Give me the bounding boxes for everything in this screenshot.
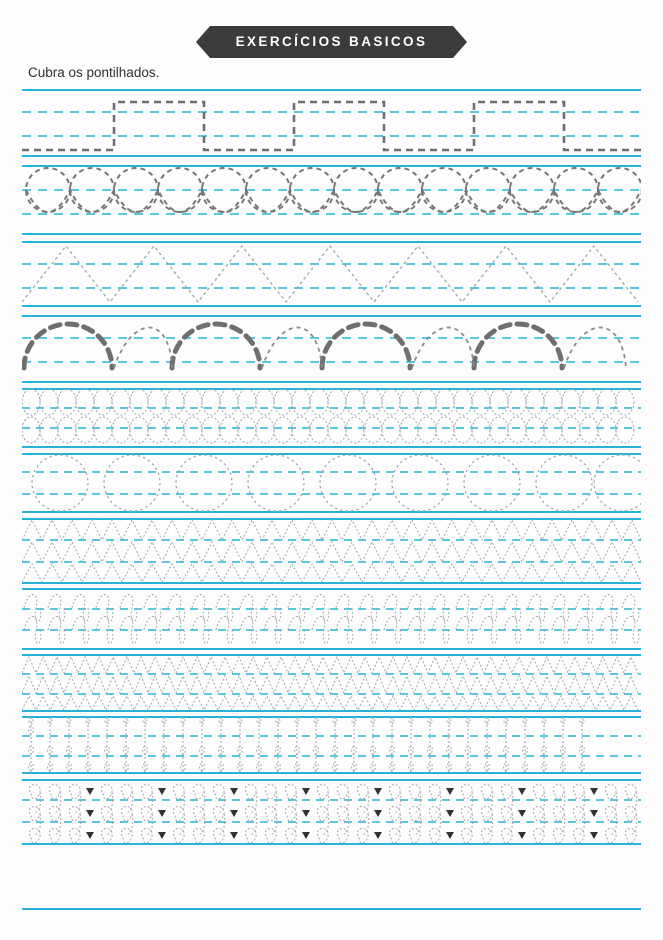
- page-title: EXERCÍCIOS BASICOS: [210, 26, 454, 58]
- exercise-row-overlapping-circles: [22, 160, 641, 238]
- exercise-row-zigzag: [22, 652, 641, 714]
- exercise-row-arches: [22, 310, 641, 386]
- banner-container: [0, 26, 663, 58]
- exercise-row-squares: [22, 86, 641, 160]
- exercise-row-small-triangles: [22, 516, 641, 586]
- exercise-row-teardrops: [22, 714, 641, 776]
- footer-rule: [22, 908, 641, 910]
- exercise-row-cursive-nines: [22, 776, 641, 848]
- exercise-row-dense-loops: [22, 386, 641, 450]
- instruction-text: Cubra os pontilhados.: [28, 65, 160, 80]
- exercise-row-slanted-loops: [22, 586, 641, 652]
- exercise-rows: [22, 86, 641, 848]
- exercise-row-dotted-circles: [22, 450, 641, 516]
- exercise-row-large-triangles: [22, 238, 641, 310]
